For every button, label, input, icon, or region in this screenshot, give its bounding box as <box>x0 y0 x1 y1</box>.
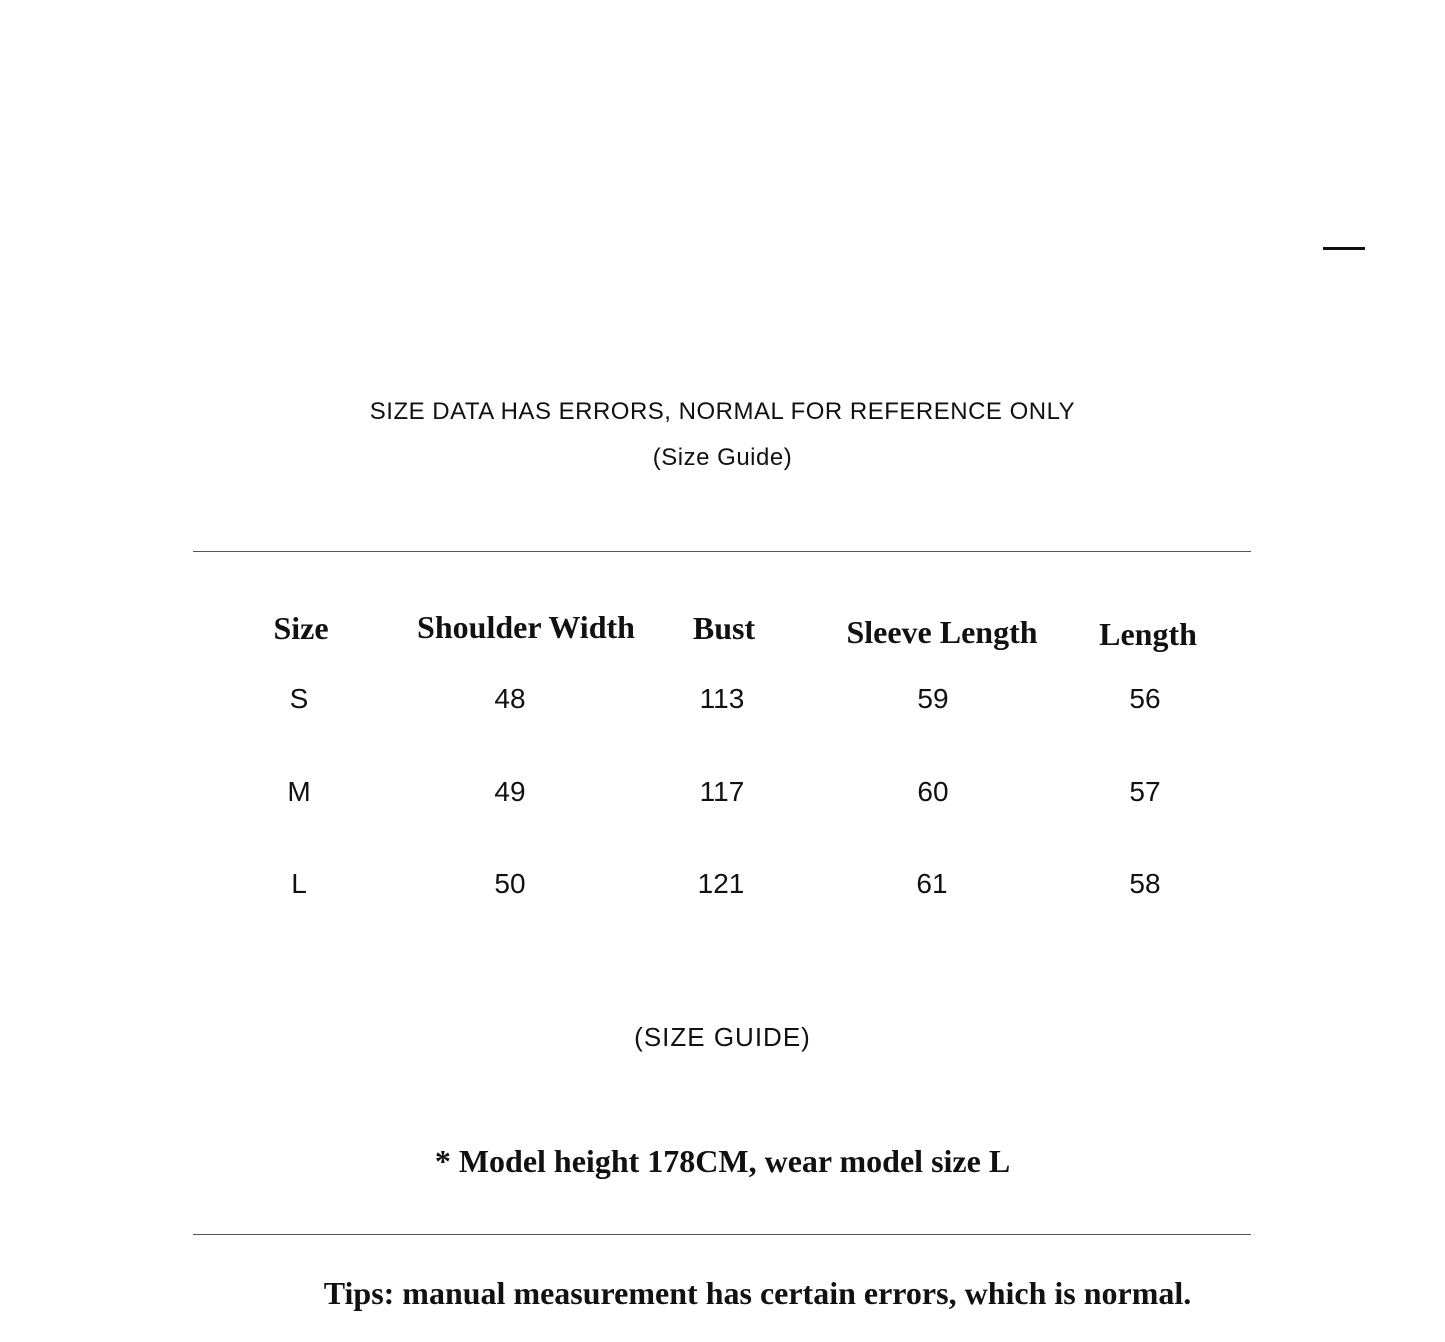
minus-icon <box>1323 247 1365 250</box>
cell-size: L <box>291 868 307 899</box>
header-length: Length <box>1099 616 1197 652</box>
header-size: Size <box>273 610 329 646</box>
cell-shoulder-width: 50 <box>494 868 526 899</box>
model-note: * Model height 178CM, wear model size L <box>434 1143 1011 1179</box>
cell-bust: 117 <box>699 776 745 807</box>
divider-bottom <box>193 1234 1251 1235</box>
header-shoulder-width: Shoulder Width <box>417 609 635 645</box>
cell-bust: 113 <box>699 683 745 714</box>
size-guide-subtitle: (Size Guide) <box>652 444 793 471</box>
divider-top <box>193 551 1251 552</box>
size-notice: SIZE DATA HAS ERRORS, NORMAL FOR REFERENCE ONLY <box>369 398 1076 425</box>
cell-size: S <box>289 683 309 714</box>
cell-length: 56 <box>1129 683 1161 714</box>
cell-shoulder-width: 48 <box>494 683 526 714</box>
cell-shoulder-width: 49 <box>494 776 526 807</box>
header-sleeve-length: Sleeve Length <box>846 614 1038 650</box>
size-guide-label: (SIZE GUIDE) <box>634 1022 811 1052</box>
cell-sleeve-length: 60 <box>917 776 949 807</box>
cell-sleeve-length: 59 <box>917 683 949 714</box>
cell-sleeve-length: 61 <box>916 868 948 899</box>
tips-text: Tips: manual measurement has certain errors, which is normal. <box>323 1275 1192 1311</box>
header-bust: Bust <box>692 610 756 646</box>
cell-length: 58 <box>1129 868 1161 899</box>
cell-length: 57 <box>1129 776 1161 807</box>
cell-bust: 121 <box>697 868 745 899</box>
cell-size: M <box>287 776 311 807</box>
